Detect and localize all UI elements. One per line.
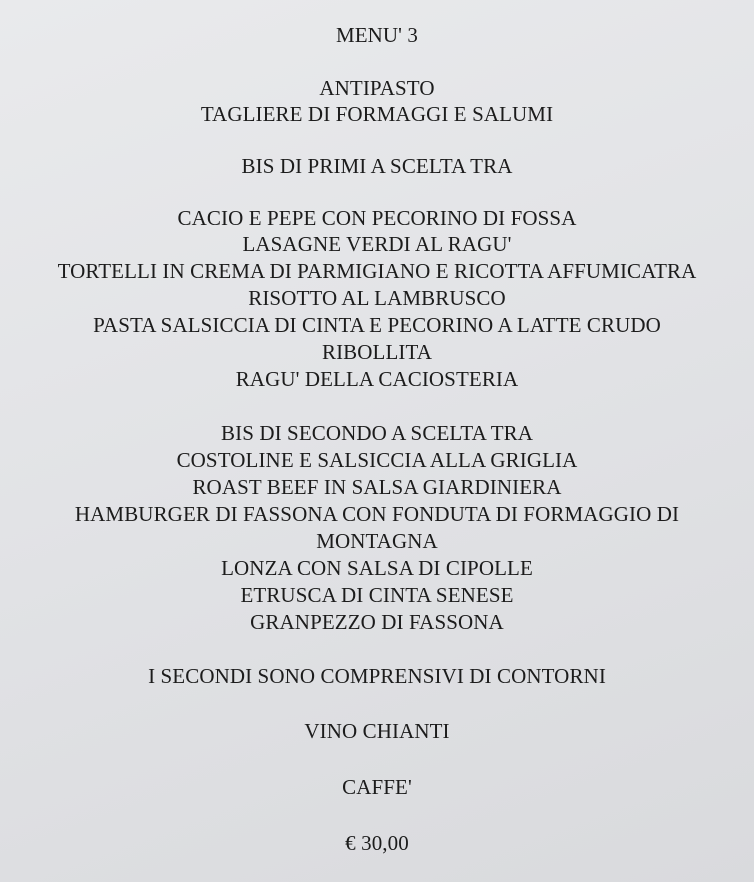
primi-item: LASAGNE VERDI AL RAGU'	[242, 232, 512, 256]
primi-item: RISOTTO AL LAMBRUSCO	[248, 286, 506, 310]
secondi-item: GRANPEZZO DI FASSONA	[250, 610, 504, 634]
primi-heading: BIS DI PRIMI A SCELTA TRA	[241, 154, 513, 178]
coffee-line: CAFFE'	[342, 775, 412, 799]
secondi-item: ROAST BEEF IN SALSA GIARDINIERA	[192, 475, 562, 499]
primi-item: CACIO E PEPE CON PECORINO DI FOSSA	[177, 206, 577, 230]
secondi-item: LONZA CON SALSA DI CIPOLLE	[221, 556, 533, 580]
secondi-item: HAMBURGER DI FASSONA CON FONDUTA DI FORMAGGIO DI	[74, 502, 680, 526]
contorni-note: I SECONDI SONO COMPRENSIVI DI CONTORNI	[148, 664, 606, 688]
antipasto-item: TAGLIERE DI FORMAGGI E SALUMI	[200, 102, 554, 126]
wine-line: VINO CHIANTI	[304, 719, 450, 743]
secondi-heading: BIS DI SECONDO A SCELTA TRA	[221, 421, 533, 445]
menu-title: MENU' 3	[335, 23, 419, 47]
menu-price: € 30,00	[345, 831, 409, 855]
secondi-item: ETRUSCA DI CINTA SENESE	[240, 583, 514, 607]
primi-item: PASTA SALSICCIA DI CINTA E PECORINO A LATTE CRUDO	[93, 313, 661, 337]
primi-item: TORTELLI IN CREMA DI PARMIGIANO E RICOTTA AFFUMICATRA	[57, 259, 697, 283]
secondi-item: MONTAGNA	[316, 529, 438, 553]
primi-item: RIBOLLITA	[321, 340, 433, 364]
primi-item: RAGU' DELLA CACIOSTERIA	[235, 367, 519, 391]
secondi-item: COSTOLINE E SALSICCIA ALLA GRIGLIA	[176, 448, 578, 472]
antipasto-heading: ANTIPASTO	[319, 76, 435, 100]
